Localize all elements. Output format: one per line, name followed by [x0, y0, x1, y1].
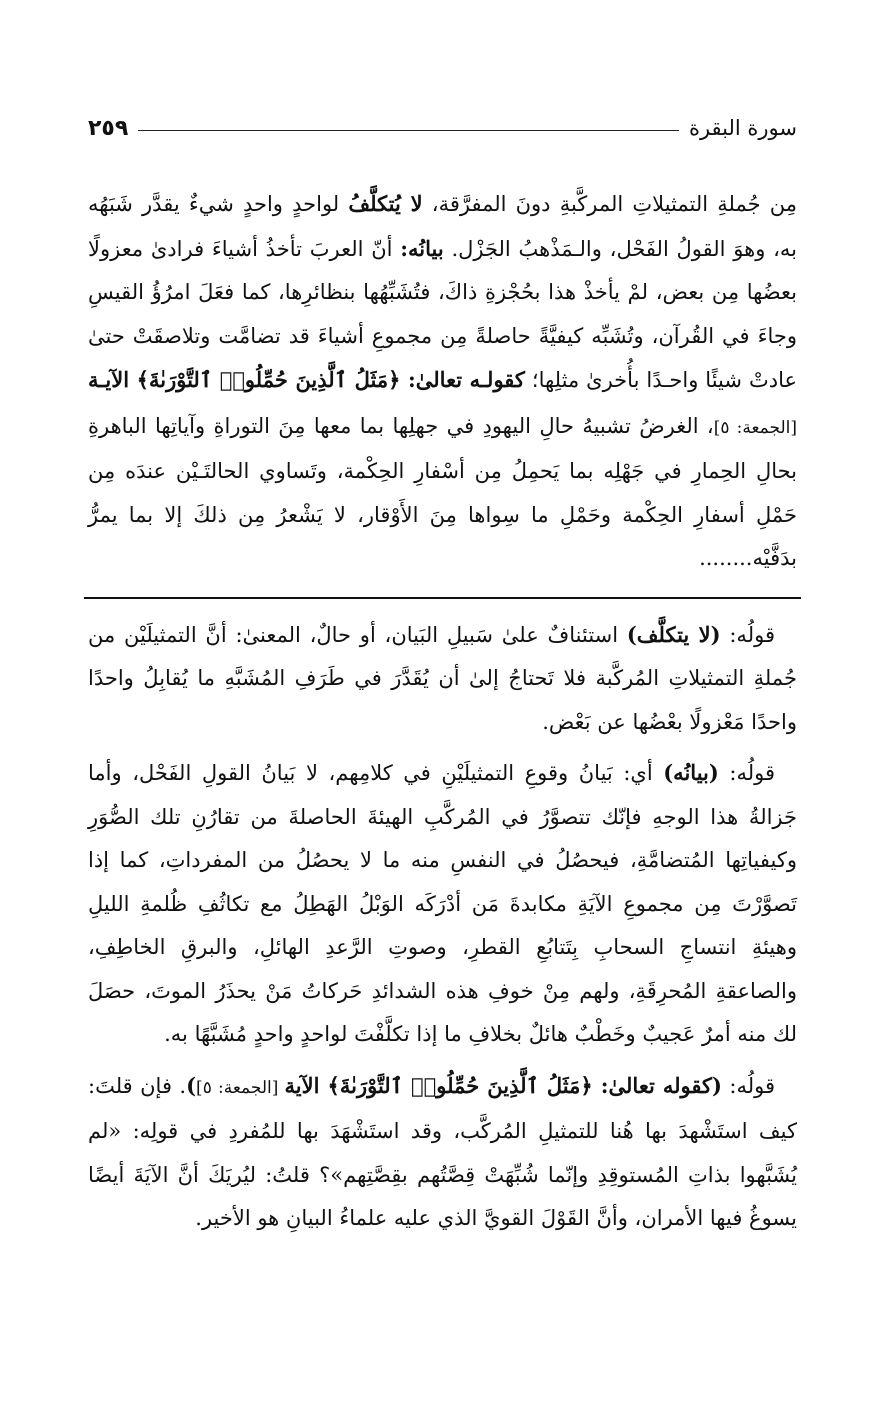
main-keyword-la-yutakallaf: لا يُتكلَّفُ — [348, 191, 423, 216]
commentary-text-segment: قولُه: — [721, 1073, 775, 1098]
commentary-text-segment: . فإن قلتَ: كيف استَشْهدَ بها هُنا للتمثيلِ المُركَّب، وقد استَشْهَدَ بها للمُفردِ في قولِه: «لم يُشَبَّهوا بذاتِ المُستوقِدِ وإنّما شُبِّهَتْ قِصَّتُهم بقِصَّتِهم»؟ قلتُ: ليُريَكَ أنَّ الآيَةَ أيضًا يسوغُ فيها الأمران، وأنَّ القَوْلَ القويَّ الذي عليه علماءُ البيانِ هو الأخير. — [88, 1073, 797, 1230]
main-paragraph — [88, 182, 797, 581]
main-text-segment: لواحدٍ واحدٍ شيءٌ يقدَّر شَبَهُه به، وهوَ القولُ الفَحْل، والـمَذْهبُ الجَزْل. — [88, 192, 797, 261]
commentary-text — [88, 613, 797, 1241]
running-header — [88, 110, 797, 146]
commentary-text-segment: أي: بَيانُ وقوعِ التمثيلَيْنِ في كلامِهم، لا بَيانُ القولِ الفَحْل، وأما جَزالةُ هذا الوجهِ فإنّك تتصوَّرُ في المُركَّبِ الهيئةَ الحاصلةَ من تقارُنِ تلك الصُّوَرِ وكيفياتِها المُتضامَّةِ، فيحصُلُ في النفسِ منه ما لا يحصُلُ من المفرداتِ، كما إذا تَصوَّرْتَ مِن مجموعِ الآيَةِ مكابدةَ مَن أدْرَكَه الوَبْلُ الهَطِلُ مع تكاثُفِ ظُلمةِ الليلِ وهيئةِ انتساجِ السحابِ بِتَتابُعِ القطرِ، وصوتِ الرَّعدِ الهائلِ، والبرقِ الخاطِفِ، والصاعقةِ المُحرِقَةِ، ولهم مِنْ خوفِ هذه الشدائدِ حَركاتُ مَنْ يحذَرُ الموتَ، حصَلَ لك منه أمرٌ عَجيبٌ وخَطْبٌ هائلٌ بخلافِ ما إذا تكلَّفْتَ لواحدٍ واحدٍ مُشَبَّهًا به. — [88, 761, 797, 1046]
commentary-keyword-al-ayah: الآية — [284, 1072, 320, 1098]
surah-title: سورة البقرة — [688, 116, 797, 140]
quran-quote: ﴿مَثَلُ ٱلَّذِينَ حُمِّلُوا۟ ٱلتَّوْرَىٰةَ﴾ — [129, 367, 409, 392]
main-text-segment: ، الغرضُ تشبيهُ حالِ اليهودِ في جهلِها بما معها مِنَ التوراةِ وآياتِها الباهرةِ بحالِ الحِمارِ في جَهْلِه بما يَحمِلُ مِن أسْفارِ الحِكْمة، وتَساوي الحالتَـيْن عندَه مِن حَمْلِ أسفارِ الحِكْمة وحَمْلِ ما سِواها مِنَ الأَوْقار، لا يَشْعرُ مِن ذلكَ إلا بما يمرُّ بدَفَّيْه — [88, 413, 797, 570]
commentary-paragraph-3 — [88, 1064, 797, 1241]
commentary-text-segment: قولُه: — [720, 622, 775, 647]
book-page — [88, 110, 797, 1365]
section-divider — [84, 597, 801, 599]
commentary-paragraph-2 — [88, 751, 797, 1057]
verse-reference: [الجمعة: ٥] — [196, 1077, 285, 1098]
main-keyword-al-ayah: الآيـة — [88, 367, 130, 392]
commentary-lemma-close: ) — [186, 1072, 197, 1098]
verse-reference: [الجمعة: ٥] — [713, 417, 797, 438]
quran-quote: ﴿مَثَلُ ٱلَّذِينَ حُمِّلُوا۟ ٱلتَّوْرَىٰةَ﴾ — [319, 1072, 601, 1098]
commentary-lemma: (بيانُه) — [663, 760, 719, 785]
commentary-lemma: (لا يتكلَّف) — [626, 621, 721, 647]
commentary-text-segment: قولُه: — [718, 761, 776, 785]
main-text — [88, 182, 797, 581]
main-text-segment: أنّ العربَ تأخذُ أشياءَ فرادىٰ معزولًا بعضُها مِن بعض، لمْ يأخذْ هذا بحُجْزةِ ذاكَ، فتُشَبِّهُها بنظائرِها، كما فعَلَ امرُؤُ القيسِ وجاءَ في القُرآن، وتُشَبِّه كيفيَّةً حاصلةً مِن مجموعِ أشياءَ قد تضامَّت وتلاصقَتْ حتىٰ عادتْ شيئًا واحـدًا بأُخرىٰ مثلِها؛ — [88, 236, 797, 392]
page-number: ٢٥٩ — [88, 115, 129, 141]
commentary-text-segment: استئنافٌ علىٰ سَبيلِ البَيان، أو حالٌ، المعنىٰ: أنَّ التمثيلَيْن من جُملةِ التمثيلاتِ المُركَّبة فلا تَحتاجُ إلىٰ أن يُقَدَّرَ في طَرَفِ المُشَبَّهِ ما يُقابِلُ واحدًا واحدًا مَعْزولًا بعْضُها عن بَعْض. — [88, 622, 797, 734]
commentary-lemma: (كقوله تعالىٰ: — [600, 1072, 722, 1098]
commentary-paragraph-1 — [88, 613, 797, 745]
continuation-dots: ........ — [699, 546, 753, 570]
main-keyword-bayanuh: بيانُه: — [400, 235, 444, 261]
main-keyword-kaqawlihi: كقولـه تعالىٰ: — [408, 367, 525, 392]
main-text-segment: مِن جُملةِ التمثيلاتِ المركَّبةِ دونَ المفرَّقة، — [422, 192, 797, 216]
header-rule — [138, 130, 679, 131]
